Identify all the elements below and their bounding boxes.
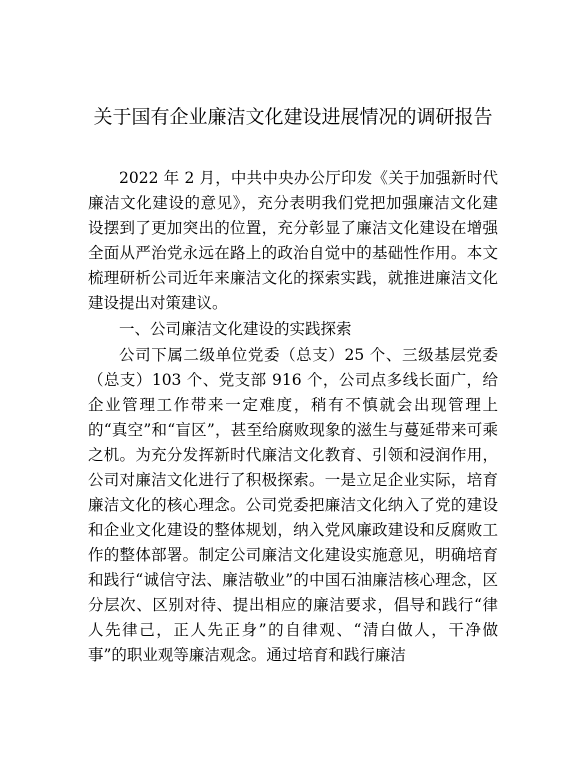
section-heading: 一、公司廉洁文化建设的实践探索 xyxy=(119,320,352,338)
section-paragraph: 公司下属二级单位党委（总支）25 个、三级基层党委（总支）103 个、党支部 916 个，公司点多线长面广，给企业管理工作带来一定难度，稍有不慎就会出现管理上的“真空”和“盲区”，甚至给腐败现象的滋生与蔓延带来可乘之机。为充分发挥新时代廉洁文化教育、引领和浸润作用，公司对廉洁文化进行了积极探索。一是立足企业实际，培育廉洁文化的核心理念。公司党委把廉洁文化纳入了党的建设和企业文化建设的整体规划，纳入党风廉政建设和反腐败工作的整体部署。制定公司廉洁文化建设实施意见，明确培育和践行“诚信守法、廉洁敬业”的中国石油廉洁核心理念，区分层次、区别对待、提出相应的廉洁要求，倡导和践行“律人先律己，正人先正身”的自律观、“清白做人，干净做事”的职业观等廉洁观念。通过培育和践行廉洁 xyxy=(88,346,498,664)
document-body xyxy=(88,166,498,668)
document-title: 关于国有企业廉洁文化建设进展情况的调研报告 xyxy=(93,106,493,128)
intro-paragraph: 2022 年 2 月，中共中央办公厅印发《关于加强新时代廉洁文化建设的意见》，充分表明我们党把加强廉洁文化建设摆到了更加突出的位置，充分彰显了廉洁文化建设在增强全面从严治党永远在路上的政治自觉中的基础性作用。本文梳理研析公司近年来廉洁文化的探索实践，就推进廉洁文化建设提出对策建议。 xyxy=(88,169,498,312)
